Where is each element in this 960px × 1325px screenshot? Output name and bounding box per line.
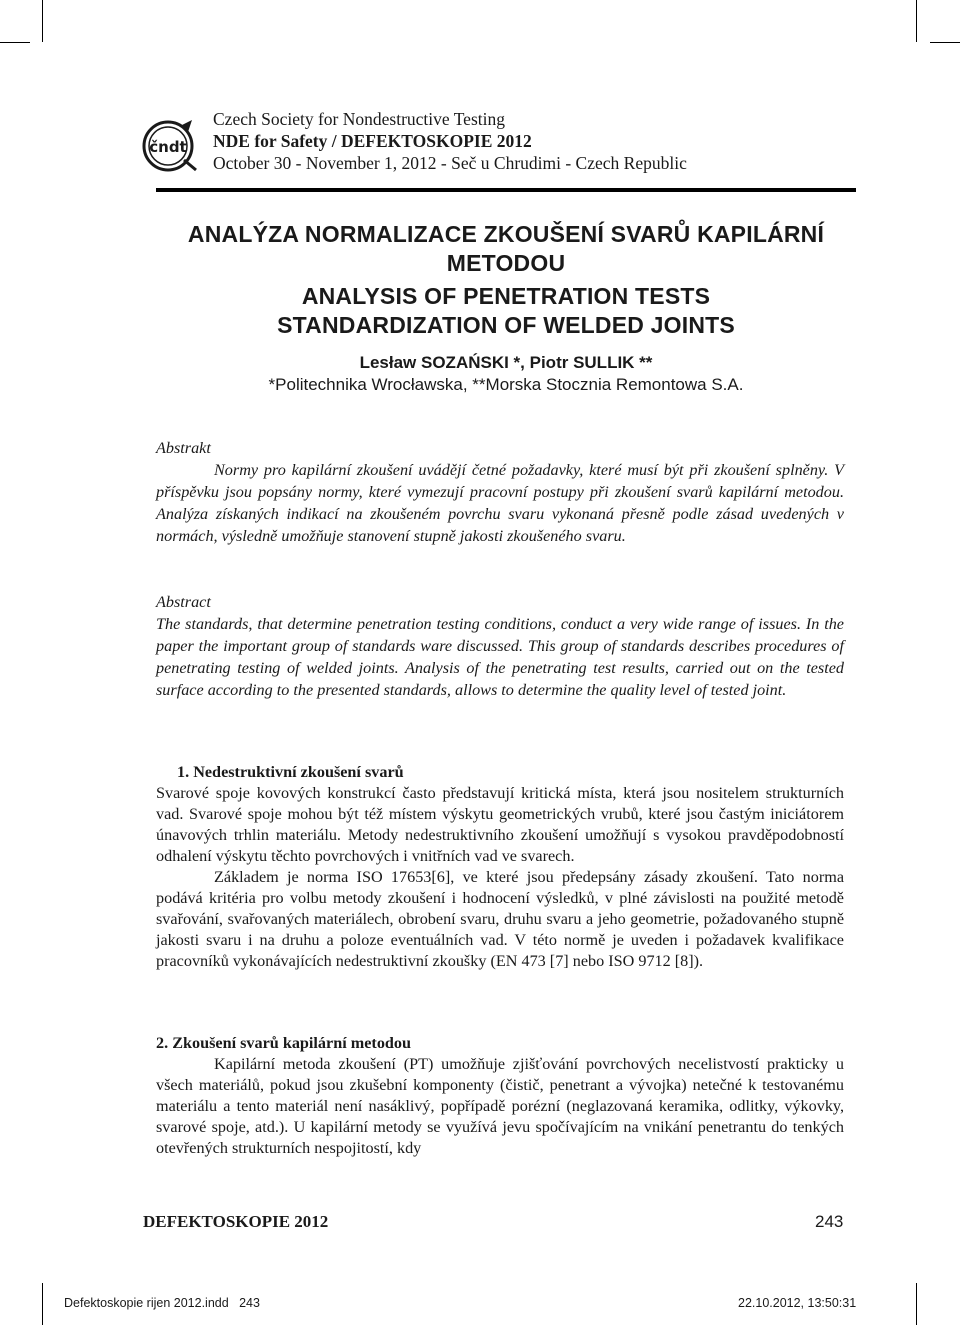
- crop-mark: [930, 42, 960, 43]
- abstract-heading: Abstract: [156, 593, 211, 611]
- society-name: Czech Society for Nondestructive Testing: [213, 109, 505, 129]
- print-slug-date: 22.10.2012, 13:50:31: [738, 1296, 857, 1310]
- section-2: [156, 1033, 844, 1159]
- footer-journal: DEFEKTOSKOPIE 2012: [143, 1212, 329, 1231]
- abstrakt-section: [156, 437, 844, 547]
- section-2-heading: [156, 1033, 844, 1054]
- section-1-title: Nedestruktivní zkoušení svarů: [193, 763, 404, 781]
- title-czech-line2: METODOU: [446, 250, 566, 276]
- section-2-paragraph-1: Kapilární metoda zkoušení (PT) umožňuje zjišťování povrchových necelistvostí prakticky u všech materiálů, pokud jsou zkušební komponenty (čistič, penetrant a vývojka) netečné k testovanému materiálu a tento materiál není nasáklivý, popřípadě porézní (neglazovaná keramika, odlitky, výkovky, svarové spoje, atd.). U kapilární metody se využívá jevu spočívajícím na vnikání penetrantu do tenkých otevřených strukturních nespojitostí, kdy: [156, 1055, 844, 1157]
- crop-mark: [0, 42, 30, 43]
- title-czech-line1: ANALÝZA NORMALIZACE ZKOUŠENÍ SVARŮ KAPILÁRNÍ: [187, 221, 825, 247]
- conference-header: [140, 108, 860, 188]
- section-1-paragraph-2: Základem je norma ISO 17653[6], ve které jsou předepsány zásady zkoušení. Tato norma podává kritéria pro volbu metody zkoušení i hodnocení výsledků, v plné závislosti na použité metodě svařování, svařovaných materiálech, obrobení svaru, druhu svaru a jeho geometrie, požadovaného stupně jakosti svaru i na druhu a poloze eventuálních vad. V této normě je uveden i požadavek kvalifikace pracovníků vykonávajících nedestruktivní zkoušky (EN 473 [7] nebo ISO 9712 [8]).: [156, 868, 844, 970]
- conference-dates: October 30 - November 1, 2012 - Seč u Chrudimi - Czech Republic: [213, 153, 687, 173]
- affiliations: *Politechnika Wrocławska, **Morska Stocznia Remontowa S.A.: [268, 375, 744, 394]
- title-english-line1: ANALYSIS OF PENETRATION TESTS: [301, 283, 711, 309]
- section-2-number: 2.: [156, 1034, 169, 1052]
- section-1-heading: [156, 762, 844, 783]
- authors: Lesław SOZAŃSKI *, Piotr SULLIK **: [359, 353, 653, 372]
- crop-mark: [916, 0, 917, 42]
- crop-mark: [42, 0, 43, 42]
- title-block: [156, 220, 856, 396]
- svg-text:čndt: čndt: [149, 138, 187, 156]
- abstrakt-text: Normy pro kapilární zkoušení uvádějí četné požadavky, které musí být při zkoušení splněny. V příspěvku jsou popsány normy, které vymezují pracovní postupy při zkoušení svarů kapilární metodou. Analýza získaných indikací na zkoušeném povrchu svaru vykonaná přesně podle zásad uvedených v normách, výsledně umožňuje stanovení stupně jakosti zkoušeného svaru.: [156, 461, 844, 545]
- abstrakt-heading: Abstrakt: [156, 439, 211, 457]
- section-2-title: Zkoušení svarů kapilární metodou: [172, 1034, 412, 1052]
- section-1-paragraph-1: Svarové spoje kovových konstrukcí často představují kritická místa, která jsou nositelem strukturních vad. Svarové spoje mohou být též místem výskytu geometrických vrubů, které jsou častým iniciátorem únavových trhlin materiálu. Metody nedestruktivního zkoušení umožňují s vysokou pravděpodobností odhalení výskytu těchto povrchových i vnitřních vad ve svarech.: [156, 784, 844, 865]
- print-slug-file: Defektoskopie rijen 2012.indd 243: [64, 1296, 260, 1310]
- title-english-line2: STANDARDIZATION OF WELDED JOINTS: [277, 312, 735, 338]
- page-number: 243: [815, 1212, 844, 1231]
- abstract-text: The standards, that determine penetration testing conditions, conduct a very wide range of issues. In the paper the important group of standards ware discussed. This group of standards describes procedures of penetrating testing of welded joints. Analysis of the penetrating test results, carried out on the tested surface according to the presented standards, allows to determine the quality level of tested joint.: [156, 615, 844, 699]
- cndt-logo-icon: [140, 116, 200, 176]
- section-1-number: 1.: [177, 763, 190, 781]
- crop-mark: [916, 1283, 917, 1325]
- header-rule: [156, 188, 856, 192]
- crop-mark: [42, 1283, 43, 1325]
- section-1: [156, 762, 844, 972]
- conference-name: NDE for Safety / DEFEKTOSKOPIE 2012: [213, 131, 532, 151]
- abstract-section: [156, 591, 844, 701]
